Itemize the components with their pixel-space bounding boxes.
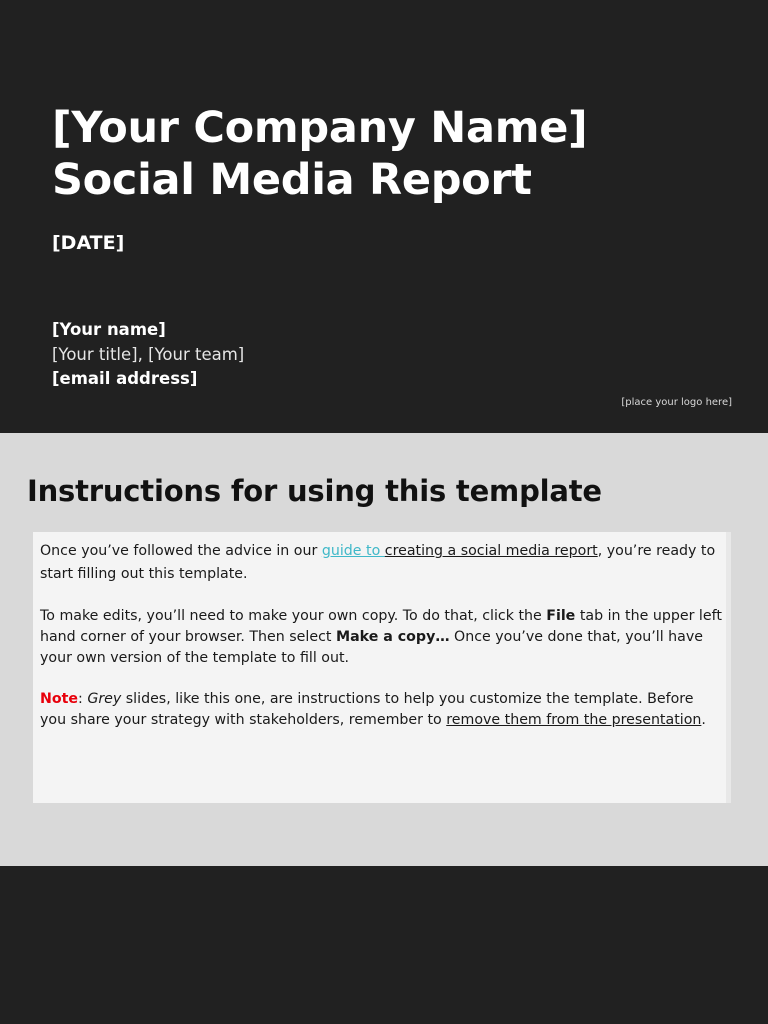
instructions-box — [33, 532, 731, 803]
author-email: [email address] — [52, 369, 198, 388]
p1-text-after-link: , you’re ready to start filling out this template. — [40, 543, 716, 582]
remove-slides-link[interactable]: remove them from the presentation — [446, 712, 702, 728]
p2-text-1: To make edits, you’ll need to make your own copy. To do that, click the — [40, 608, 547, 624]
note-label: Note — [40, 691, 79, 707]
instructions-paragraph-2 — [40, 606, 726, 669]
p1-text-before-link: Once you’ve followed the advice in our — [40, 543, 322, 559]
note-colon: : — [78, 691, 88, 707]
author-title-team: [Your title], [Your team] — [52, 344, 245, 364]
logo-placeholder: [place your logo here] — [621, 397, 732, 408]
file-menu-reference: File — [546, 608, 576, 624]
instructions-paragraph-3 — [40, 689, 726, 731]
instructions-paragraph-1 — [40, 540, 726, 586]
instructions-slide — [0, 433, 768, 866]
p2-text-3: Once you’ve done that, you’ll have your own version of the template to fill out. — [40, 629, 703, 666]
p2-text-2: tab in the upper left hand corner of your browser. Then select — [40, 608, 722, 645]
title-slide — [0, 0, 768, 433]
report-date: [DATE] — [52, 232, 125, 254]
make-a-copy-reference: Make a copy… — [335, 629, 450, 645]
p3-end: . — [701, 712, 706, 728]
creating-social-media-report-link[interactable]: creating a social media report — [384, 543, 598, 559]
next-slide-preview — [0, 866, 768, 1024]
guide-to-link[interactable]: guide to — [321, 543, 385, 559]
author-block — [52, 318, 244, 392]
p3-text: slides, like this one, are instructions to help you customize the template. Before you share your strategy with stakeholders, remember to — [40, 691, 694, 728]
report-title: [Your Company Name] Social Media Report — [52, 103, 588, 205]
instructions-heading: Instructions for using this template — [27, 474, 602, 508]
author-name: [Your name] — [52, 320, 166, 339]
grey-italic-word: Grey — [87, 691, 122, 707]
